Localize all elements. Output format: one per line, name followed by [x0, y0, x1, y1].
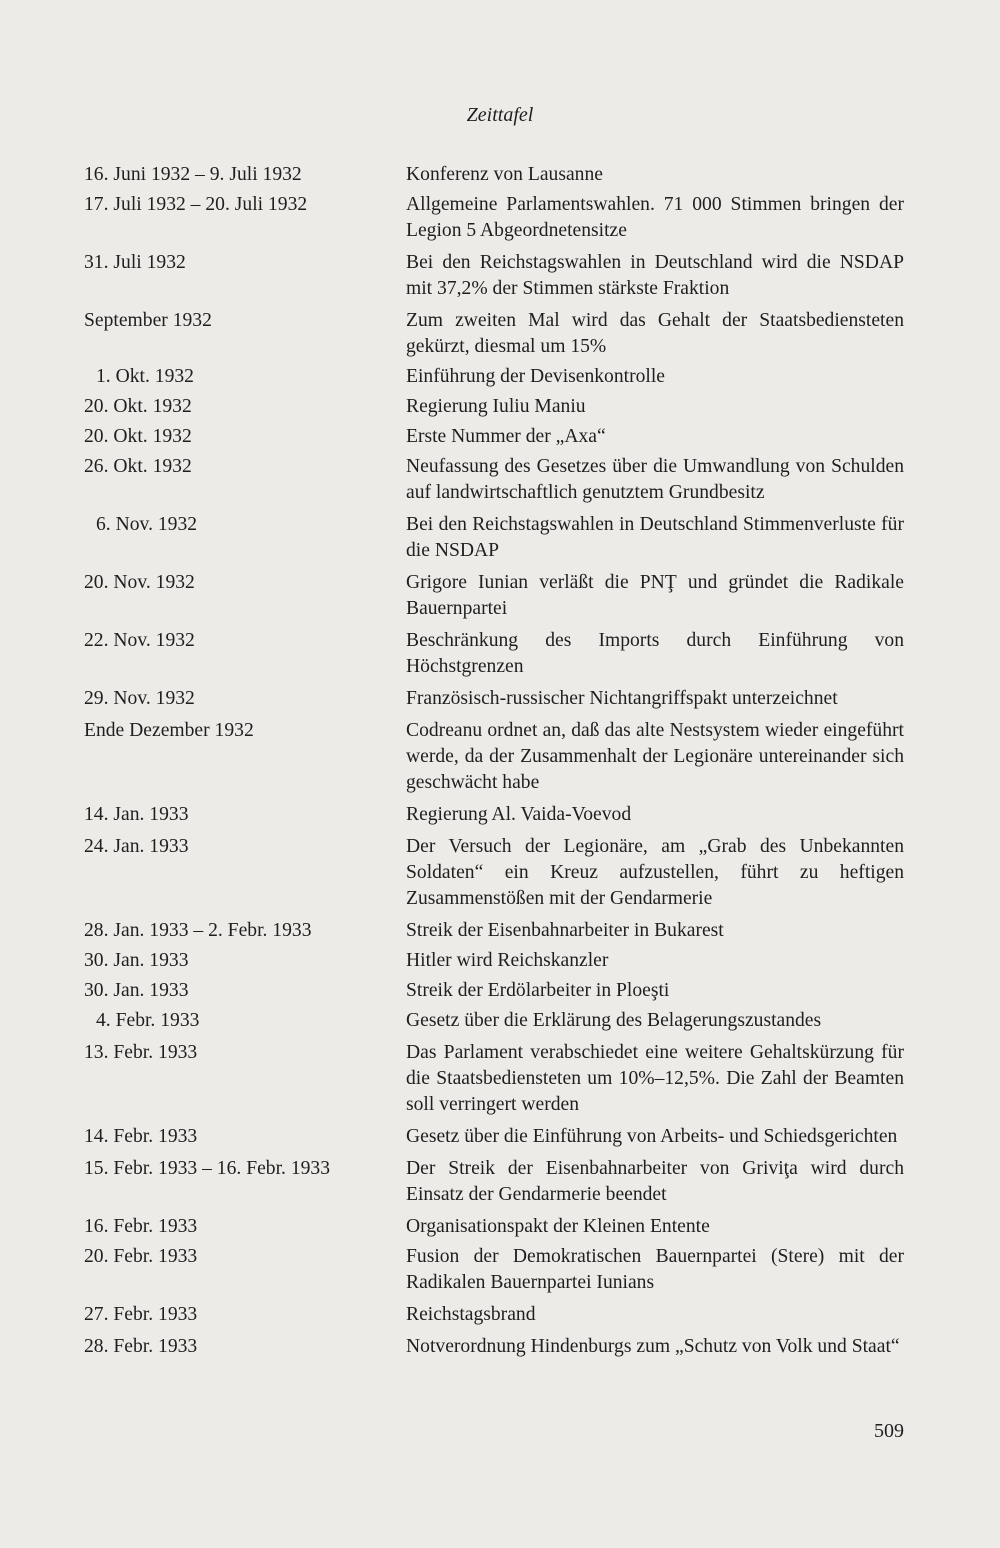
chronology-entry: [84, 1124, 904, 1150]
entry-date: 17. Juli 1932 – 20. Juli 1932: [84, 194, 308, 215]
entry-event: Zum zweiten Mal wird das Gehalt der Staatsbediensteten gekürzt, diesmal um 15%: [406, 310, 904, 357]
entry-event: Notverordnung Hindenburgs zum „Schutz von Volk und Staat“: [406, 1336, 900, 1357]
entry-date: 29. Nov. 1932: [84, 688, 195, 709]
entry-event: Konferenz von Lausanne: [406, 164, 603, 185]
entry-date: 13. Febr. 1933: [84, 1042, 198, 1063]
entry-date: 1. Okt. 1932: [96, 366, 194, 387]
entry-event: Grigore Iunian verläßt die PNŢ und gründet die Radikale Bauernpartei: [406, 572, 904, 619]
chronology-entry: [84, 948, 904, 974]
entry-date: 20. Okt. 1932: [84, 426, 192, 447]
chronology-entry: [84, 512, 904, 564]
entry-date: 20. Nov. 1932: [84, 572, 195, 593]
entry-event: Streik der Erdölarbeiter in Ploeşti: [406, 980, 670, 1001]
entry-date: 24. Jan. 1933: [84, 836, 189, 857]
entry-event: Regierung Iuliu Maniu: [406, 396, 586, 417]
chronology-entry: [84, 1214, 904, 1240]
chronology-entry: [84, 834, 904, 912]
entry-date: September 1932: [84, 310, 212, 331]
chronology-entry: [84, 424, 904, 450]
entry-date: 20. Okt. 1932: [84, 396, 192, 417]
entry-event: Neufassung des Gesetzes über die Umwandlung von Schulden auf landwirtschaftlich genutztem Grundbesitz: [406, 456, 904, 503]
entry-event: Regierung Al. Vaida-Voevod: [406, 804, 632, 825]
entry-date: Ende Dezember 1932: [84, 720, 254, 741]
chronology-entry: [84, 454, 904, 506]
entry-date: 28. Febr. 1933: [84, 1336, 198, 1357]
chronology-entry: [84, 978, 904, 1004]
entry-event: Bei den Reichstagswahlen in Deutschland Stimmenverluste für die NSDAP: [406, 514, 904, 561]
entry-date: 27. Febr. 1933: [84, 1304, 198, 1325]
chronology-entry: [84, 1244, 904, 1296]
chronology-entry: [84, 250, 904, 302]
chronology-entry: [84, 1008, 904, 1034]
entry-event: Gesetz über die Einführung von Arbeits- und Schiedsgerichten: [406, 1126, 898, 1147]
entry-date: 15. Febr. 1933 – 16. Febr. 1933: [84, 1158, 331, 1179]
chronology-entry: [84, 1156, 904, 1208]
entry-event: Bei den Reichstagswahlen in Deutschland wird die NSDAP mit 37,2% der Stimmen stärkste Fraktion: [406, 252, 904, 299]
chronology-entry: [84, 802, 904, 828]
chronology-table: [84, 162, 904, 1360]
entry-event: Der Versuch der Legionäre, am „Grab des Unbekannten Soldaten“ ein Kreuz aufzustellen, führt zu heftigen Zusammenstößen mit der Gendarmerie: [406, 836, 904, 909]
entry-event: Reichstagsbrand: [406, 1304, 536, 1325]
chronology-entry: [84, 1302, 904, 1328]
entry-date: 14. Febr. 1933: [84, 1126, 198, 1147]
entry-event: Beschränkung des Imports durch Einführung von Höchstgrenzen: [406, 630, 904, 677]
entry-date: 16. Juni 1932 – 9. Juli 1932: [84, 164, 302, 185]
entry-event: Hitler wird Reichskanzler: [406, 950, 609, 971]
entry-date: 30. Jan. 1933: [84, 980, 189, 1001]
entry-event: Der Streik der Eisenbahnarbeiter von Griviţa wird durch Einsatz der Gendarmerie beendet: [406, 1158, 904, 1205]
chronology-entry: [84, 1334, 904, 1360]
entry-event: Gesetz über die Erklärung des Belagerungszustandes: [406, 1010, 822, 1031]
entry-date: 31. Juli 1932: [84, 252, 186, 273]
chronology-entry: [84, 364, 904, 390]
chronology-entry: [84, 1040, 904, 1118]
entry-event: Allgemeine Parlamentswahlen. 71 000 Stimmen bringen der Legion 5 Abgeordnetensitze: [406, 194, 904, 241]
entry-date: 4. Febr. 1933: [96, 1010, 200, 1031]
entry-event: Das Parlament verabschiedet eine weitere Gehaltskürzung für die Staatsbediensteten um 10%–12,5%. Die Zahl der Beamten soll verringert werden: [406, 1042, 904, 1115]
entry-date: 6. Nov. 1932: [96, 514, 198, 535]
chronology-entry: [84, 394, 904, 420]
entry-date: 22. Nov. 1932: [84, 630, 195, 651]
entry-date: 14. Jan. 1933: [84, 804, 189, 825]
entry-event: Erste Nummer der „Axa“: [406, 426, 606, 447]
chronology-entry: [84, 570, 904, 622]
entry-date: 20. Febr. 1933: [84, 1246, 198, 1267]
entry-event: Codreanu ordnet an, daß das alte Nestsystem wieder eingeführt werde, da der Zusammenhalt der Legionäre untereinander sich geschwächt habe: [406, 720, 904, 793]
entry-event: Einführung der Devisenkontrolle: [406, 366, 666, 387]
chronology-entry: [84, 192, 904, 244]
entry-date: 26. Okt. 1932: [84, 456, 192, 477]
entry-event: Fusion der Demokratischen Bauernpartei (Stere) mit der Radikalen Bauernpartei Iunians: [406, 1246, 904, 1293]
entry-date: 16. Febr. 1933: [84, 1216, 198, 1237]
page-number: 509: [874, 1420, 904, 1442]
entry-event: Französisch-russischer Nichtangriffspakt unterzeichnet: [406, 688, 838, 709]
chronology-entry: [84, 162, 904, 188]
chronology-entry: [84, 308, 904, 360]
running-head: Zeittafel: [466, 104, 534, 126]
chronology-entry: [84, 628, 904, 680]
chronology-entry: [84, 686, 904, 712]
entry-event: Streik der Eisenbahnarbeiter in Bukarest: [406, 920, 724, 941]
entry-event: Organisationspakt der Kleinen Entente: [406, 1216, 710, 1237]
entry-date: 28. Jan. 1933 – 2. Febr. 1933: [84, 920, 312, 941]
chronology-entry: [84, 718, 904, 796]
entry-date: 30. Jan. 1933: [84, 950, 189, 971]
chronology-entry: [84, 918, 904, 944]
